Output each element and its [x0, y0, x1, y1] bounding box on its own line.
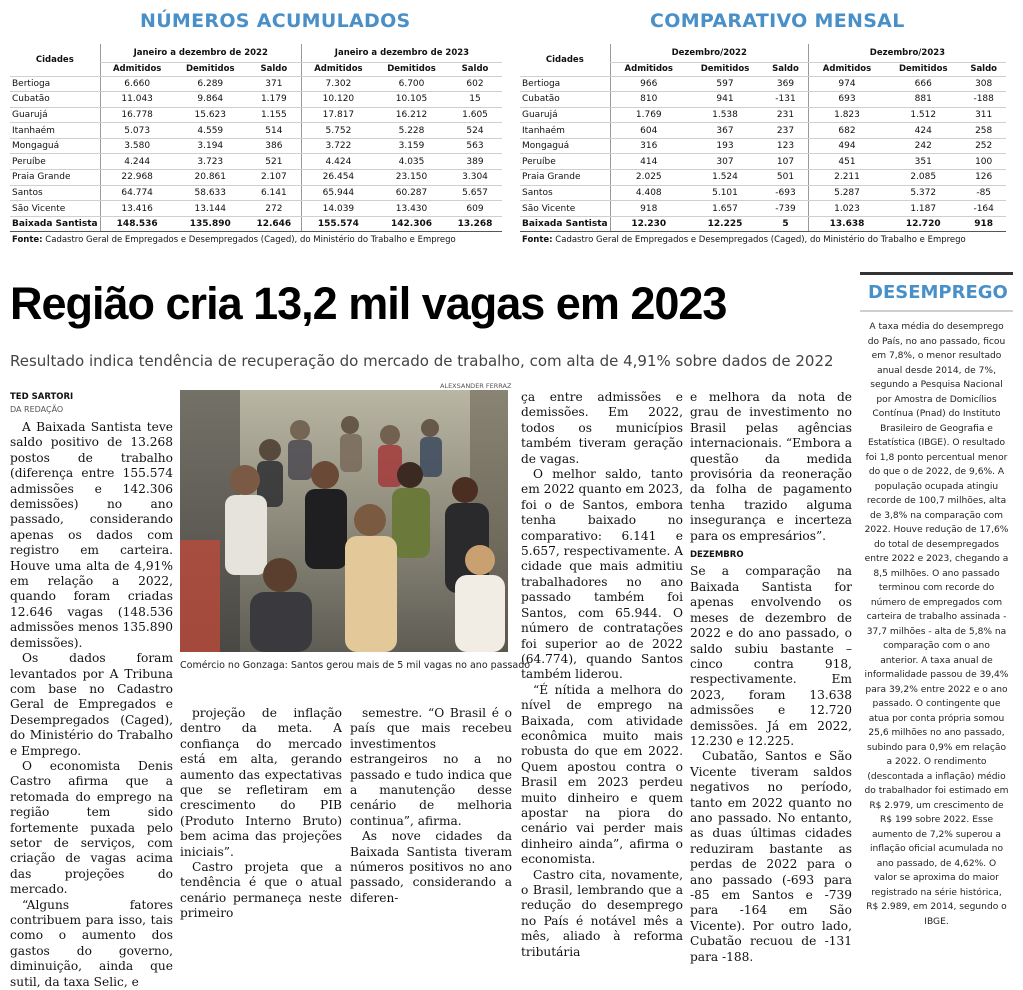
value-cell: -693	[763, 185, 808, 201]
col-header: Demitidos	[687, 62, 763, 76]
table-row	[520, 201, 1006, 217]
value-cell: 12.230	[610, 216, 687, 232]
value-cell: 242	[885, 138, 961, 154]
photo-credit: ALEXSANDER FERRAZ	[440, 382, 512, 390]
city-cell: São Vicente	[10, 201, 100, 217]
table-row	[10, 92, 502, 108]
value-cell: 3.159	[375, 138, 448, 154]
value-cell: 252	[961, 138, 1006, 154]
city-cell: Praia Grande	[10, 170, 100, 186]
col-header: Demitidos	[375, 62, 448, 76]
value-cell: 6.660	[100, 76, 174, 92]
photo-illustration	[180, 390, 508, 652]
value-cell: 316	[610, 138, 687, 154]
source-note	[10, 232, 502, 248]
city-cell: Mongaguá	[10, 138, 100, 154]
value-cell: 26.454	[301, 170, 375, 186]
value-cell: 126	[961, 170, 1006, 186]
paragraph: A Baixada Santista teve saldo positivo de 13.268 postos de trabalho (diferença entre 155.574 admissões e 142.306 demissões) no ano passado, considerando apenas os dados com registro em carteira. Houve uma alta de 4,91% em relação a 2022, quando foram criadas 12.646 vagas (148.536 admissões menos 135.890 demissões).	[10, 420, 173, 650]
value-cell: 142.306	[375, 216, 448, 232]
value-cell: 13.638	[808, 216, 885, 232]
col-header: Saldo	[247, 62, 302, 76]
sidebar-title: DESEMPREGO	[868, 282, 1008, 303]
city-cell: Bertioga	[10, 76, 100, 92]
source-label: Fonte:	[522, 234, 553, 245]
value-cell: 1.823	[808, 107, 885, 123]
value-cell: 563	[448, 138, 502, 154]
value-cell: 7.302	[301, 76, 375, 92]
value-cell: 65.944	[301, 185, 375, 201]
sidebar-divider	[860, 310, 1013, 312]
city-cell: Guarujá	[520, 107, 610, 123]
value-cell: 369	[763, 76, 808, 92]
table-row	[10, 201, 502, 217]
value-cell: -85	[961, 185, 1006, 201]
value-cell: 13.416	[100, 201, 174, 217]
source-note	[520, 232, 1006, 248]
col-header: Demitidos	[885, 62, 961, 76]
value-cell: 16.778	[100, 107, 174, 123]
table-row	[10, 138, 502, 154]
value-cell: 16.212	[375, 107, 448, 123]
section-subhead: DEZEMBRO	[690, 550, 744, 561]
value-cell: 810	[610, 92, 687, 108]
table-row	[520, 92, 1006, 108]
monthly-table	[520, 44, 1006, 248]
table-row	[520, 185, 1006, 201]
value-cell: 602	[448, 76, 502, 92]
table-row	[520, 154, 1006, 170]
value-cell: 100	[961, 154, 1006, 170]
value-cell: 17.817	[301, 107, 375, 123]
value-cell: 1.538	[687, 107, 763, 123]
col-header: Admitidos	[808, 62, 885, 76]
value-cell: 5.228	[375, 123, 448, 139]
value-cell: 22.968	[100, 170, 174, 186]
table-row	[10, 154, 502, 170]
value-cell: 1.524	[687, 170, 763, 186]
value-cell: 14.039	[301, 201, 375, 217]
value-cell: 941	[687, 92, 763, 108]
paragraph: Castro cita, novamente, o Brasil, lembrando que a redução do desemprego no País é notável mês a mês, aliado à reforma tributária	[521, 867, 683, 959]
table-row	[10, 76, 502, 92]
value-cell: 367	[687, 123, 763, 139]
value-cell: 1.657	[687, 201, 763, 217]
value-cell: 237	[763, 123, 808, 139]
value-cell: 11.043	[100, 92, 174, 108]
city-cell: Mongaguá	[520, 138, 610, 154]
value-cell: 666	[885, 76, 961, 92]
value-cell: -131	[763, 92, 808, 108]
city-cell: Santos	[520, 185, 610, 201]
value-cell: 514	[247, 123, 302, 139]
value-cell: 5	[763, 216, 808, 232]
headline: Região cria 13,2 mil vagas em 2023	[10, 278, 727, 329]
value-cell: 20.861	[174, 170, 247, 186]
value-cell: 881	[885, 92, 961, 108]
city-cell: Itanhaém	[520, 123, 610, 139]
value-cell: 494	[808, 138, 885, 154]
value-cell: 155.574	[301, 216, 375, 232]
table-row	[520, 123, 1006, 139]
value-cell: 609	[448, 201, 502, 217]
paragraph: Se a comparação na Baixada Santista for apenas envolvendo os meses de dezembro de 2022 e do ano passado, o saldo subiu bastante – cinco contra 918, respectivamente. Em 2023, foram 13.638 admissões e 12.720 demissões. Já em 2022, 12.230 e 12.225.	[690, 564, 852, 748]
value-cell: 3.304	[448, 170, 502, 186]
value-cell: 6.700	[375, 76, 448, 92]
value-cell: 15	[448, 92, 502, 108]
value-cell: 12.225	[687, 216, 763, 232]
value-cell: 5.372	[885, 185, 961, 201]
city-header: Cidades	[10, 44, 100, 76]
source-row	[10, 232, 502, 248]
value-cell: -188	[961, 92, 1006, 108]
value-cell: 521	[247, 154, 302, 170]
value-cell: 4.559	[174, 123, 247, 139]
table-total-row	[10, 216, 502, 232]
value-cell: 4.244	[100, 154, 174, 170]
value-cell: 58.633	[174, 185, 247, 201]
value-cell: 123	[763, 138, 808, 154]
city-cell: Guarujá	[10, 107, 100, 123]
value-cell: 918	[961, 216, 1006, 232]
city-cell: Itanhaém	[10, 123, 100, 139]
value-cell: 501	[763, 170, 808, 186]
column-5-part-b	[690, 564, 852, 965]
value-cell: 6.141	[247, 185, 302, 201]
city-cell: Baixada Santista	[10, 216, 100, 232]
value-cell: 1.179	[247, 92, 302, 108]
table-total-row	[520, 216, 1006, 232]
value-cell: 424	[885, 123, 961, 139]
value-cell: 5.287	[808, 185, 885, 201]
col-header: Admitidos	[100, 62, 174, 76]
value-cell: 918	[610, 201, 687, 217]
table-row	[520, 138, 1006, 154]
city-cell: Bertioga	[520, 76, 610, 92]
value-cell: 1.023	[808, 201, 885, 217]
city-cell: São Vicente	[520, 201, 610, 217]
value-cell: 311	[961, 107, 1006, 123]
photo-caption: Comércio no Gonzaga: Santos gerou mais de 5 mil vagas no ano passado	[180, 660, 531, 671]
paragraph: e melhora da nota de grau de investimento no Brasil pelas agências internacionais. “Embora a questão da medida provisória da reoneração da folha de pagamento tenha trazido alguma insegurança e incerteza para os empresários”.	[690, 390, 852, 543]
paragraph: Cubatão, Santos e São Vicente tiveram saldos negativos no período, tanto em 2022 quanto no ano passado. No entanto, as duas últimas cidades reduziram bastante as perdas de 2022 para o ano passado (-693 para -85 em Santos e -739 para -164 em São Vicente). Por outro lado, Cubatão recuou de -131 para -188.	[690, 749, 852, 964]
value-cell: 9.864	[174, 92, 247, 108]
city-cell: Cubatão	[10, 92, 100, 108]
value-cell: 604	[610, 123, 687, 139]
value-cell: 12.720	[885, 216, 961, 232]
table-row	[520, 76, 1006, 92]
column-5-part-a	[690, 390, 852, 544]
col-header: Admitidos	[610, 62, 687, 76]
value-cell: 5.657	[448, 185, 502, 201]
value-cell: 2.211	[808, 170, 885, 186]
value-cell: 231	[763, 107, 808, 123]
city-cell: Cubatão	[520, 92, 610, 108]
value-cell: 3.723	[174, 154, 247, 170]
city-cell: Baixada Santista	[520, 216, 610, 232]
paragraph: O economista Denis Castro afirma que a retomada do emprego na região tem sido fortemente puxada pelo setor de serviços, com criação de vagas acima das projeções do mercado.	[10, 758, 173, 897]
table-row	[10, 107, 502, 123]
col-header: Saldo	[763, 62, 808, 76]
value-cell: 1.155	[247, 107, 302, 123]
value-cell: 1.605	[448, 107, 502, 123]
value-cell: 3.580	[100, 138, 174, 154]
value-cell: 5.101	[687, 185, 763, 201]
table2-title: COMPARATIVO MENSAL	[650, 10, 905, 32]
table-row	[10, 185, 502, 201]
value-cell: 693	[808, 92, 885, 108]
paragraph: Castro projeta que a tendência é que o atual cenário permaneça neste primeiro	[180, 860, 342, 921]
street-crowd-photo	[180, 390, 508, 652]
value-cell: 1.512	[885, 107, 961, 123]
value-cell: 386	[247, 138, 302, 154]
table-row	[10, 170, 502, 186]
value-cell: 308	[961, 76, 1006, 92]
article-column-4	[521, 390, 683, 960]
article-column-1	[10, 420, 173, 990]
col-header: Saldo	[448, 62, 502, 76]
group-header: Dezembro/2023	[808, 44, 1006, 62]
value-cell: 682	[808, 123, 885, 139]
value-cell: 272	[247, 201, 302, 217]
value-cell: 3.722	[301, 138, 375, 154]
value-cell: 3.194	[174, 138, 247, 154]
article-column-3	[350, 706, 512, 906]
value-cell: 10.105	[375, 92, 448, 108]
value-cell: 6.289	[174, 76, 247, 92]
author-byline: TED SARTORI	[10, 392, 74, 402]
value-cell: 148.536	[100, 216, 174, 232]
value-cell: 2.107	[247, 170, 302, 186]
value-cell: 13.430	[375, 201, 448, 217]
table-row	[520, 170, 1006, 186]
desk-label: DA REDAÇÃO	[10, 405, 64, 414]
value-cell: 974	[808, 76, 885, 92]
paragraph: O melhor saldo, tanto em 2022 quanto em 2023, foi o de Santos, embora tenha baixado no comparativo: 6.141 e 5.657, respectivamente. A cidade que mais admitiu trabalhadores no ano passado também foi Santos, com 65.944. O número de contratações foi superior ao de 2022 (64.774), quando Santos também liderou.	[521, 467, 683, 682]
value-cell: 13.144	[174, 201, 247, 217]
value-cell: 60.287	[375, 185, 448, 201]
paragraph: projeção de inflação dentro da meta. A confiança do mercado está em alta, gerando aumento das expectativas que se refletiram em crescimento do PIB (Produto Interno Bruto) bem acima das projeções iniciais”.	[180, 706, 342, 859]
subheadline: Resultado indica tendência de recuperação do mercado de trabalho, com alta de 4,91% sobre dados de 2022	[10, 352, 834, 370]
value-cell: 5.752	[301, 123, 375, 139]
value-cell: 5.073	[100, 123, 174, 139]
value-cell: 64.774	[100, 185, 174, 201]
col-header: Saldo	[961, 62, 1006, 76]
table-row	[10, 123, 502, 139]
group-header: Janeiro a dezembro de 2022	[100, 44, 301, 62]
city-cell: Santos	[10, 185, 100, 201]
value-cell: 307	[687, 154, 763, 170]
city-cell: Peruíbe	[10, 154, 100, 170]
accumulated-table	[10, 44, 502, 248]
source-text: Cadastro Geral de Empregados e Desempregados (Caged), do Ministério do Trabalho e Emprego	[45, 234, 456, 245]
table-row	[520, 107, 1006, 123]
value-cell: 10.120	[301, 92, 375, 108]
source-row	[520, 232, 1006, 248]
group-header: Janeiro a dezembro de 2023	[301, 44, 502, 62]
value-cell: 4.035	[375, 154, 448, 170]
value-cell: 13.268	[448, 216, 502, 232]
value-cell: 414	[610, 154, 687, 170]
value-cell: 524	[448, 123, 502, 139]
value-cell: 135.890	[174, 216, 247, 232]
paragraph: Os dados foram levantados por A Tribuna com base no Cadastro Geral de Empregados e Desempregados (Caged), do Ministério do Trabalho e Emprego.	[10, 651, 173, 758]
unemployment-sidebar	[860, 272, 1013, 927]
sidebar-top-rule	[860, 272, 1013, 275]
value-cell: 389	[448, 154, 502, 170]
article-column-5	[690, 390, 852, 965]
value-cell: 107	[763, 154, 808, 170]
value-cell: 2.025	[610, 170, 687, 186]
value-cell: 23.150	[375, 170, 448, 186]
sidebar-body: A taxa média do desemprego do País, no ano passado, ficou em 7,8%, o menor resultado anual desde 2014, de 7%, segundo a Pesquisa Nacional por Amostra de Domicílios Contínua (Pnad) do Instituto Brasileiro de Geografia e Estatística (IBGE). O resultado foi 1,8 ponto percentual menor do que o de 2022, de 9,6%. A população ocupada atingiu recorde de 100,7 milhões, alta de 3,8% na comparação com 2022. Houve redução de 17,6% do total de desempregados entre 2022 e 2023, chegando a 8,5 milhões. O ano passado terminou com recorde do número de empregados com carteira de trabalho assinada - 37,7 milhões - alta de 5,8% na comparação com o ano anterior. A taxa anual de informalidade passou de 39,4% para 39,2% entre 2022 e o ano passado. O contingente que atua por conta própria somou 25,6 milhões no ano passado, subindo para 0,9% em relação a 2022. O rendimento (descontada a inflação) médio do trabalhador foi estimado em R$ 2.979, um crescimento de R$ 199 sobre 2022. Esse aumento de 7,2% superou a inflação oficial acumulada no ano passado, de 4,62%. O valor se aproxima do maior registrado na série histórica, R$ 2.989, em 2014, segundo o IBGE.	[864, 322, 1009, 927]
article-column-2	[180, 706, 342, 922]
source-text: Cadastro Geral de Empregados e Desempregados (Caged), do Ministério do Trabalho e Emprego	[555, 234, 966, 245]
paragraph: semestre. “O Brasil é o país que mais recebeu investimentos estrangeiros no a no passado e tudo indica que a manutenção desse cenário de melhoria continua”, afirma.	[350, 706, 512, 828]
value-cell: 451	[808, 154, 885, 170]
city-header: Cidades	[520, 44, 610, 76]
group-header: Dezembro/2022	[610, 44, 808, 62]
value-cell: 4.424	[301, 154, 375, 170]
value-cell: 258	[961, 123, 1006, 139]
city-cell: Praia Grande	[520, 170, 610, 186]
table1-title: NÚMEROS ACUMULADOS	[140, 10, 411, 32]
value-cell: -164	[961, 201, 1006, 217]
col-header: Demitidos	[174, 62, 247, 76]
value-cell: 1.769	[610, 107, 687, 123]
value-cell: 597	[687, 76, 763, 92]
value-cell: 371	[247, 76, 302, 92]
value-cell: 351	[885, 154, 961, 170]
value-cell: -739	[763, 201, 808, 217]
value-cell: 12.646	[247, 216, 302, 232]
value-cell: 1.187	[885, 201, 961, 217]
paragraph: “É nítida a melhora do nível de emprego na Baixada, com atividade econômica muito mais robusta do que em 2022. Quem apostou contra o Brasil em 2023 perdeu muito dinheiro e quem apostar na piora do cenário vai perder mais dinheiro ainda”, afirma o economista.	[521, 682, 683, 867]
value-cell: 966	[610, 76, 687, 92]
paragraph: As nove cidades da Baixada Santista tiveram números positivos no ano passado, considerando a diferen-	[350, 829, 512, 905]
value-cell: 4.408	[610, 185, 687, 201]
paragraph: “Alguns fatores contribuem para isso, tais como o aumento dos gastos do governo, diminuição, ainda que sutil, da taxa Selic, e	[10, 897, 173, 989]
value-cell: 2.085	[885, 170, 961, 186]
paragraph: ça entre admissões e demissões. Em 2022, todos os municípios também tiveram geração de vagas.	[521, 390, 683, 466]
col-header: Admitidos	[301, 62, 375, 76]
city-cell: Peruíbe	[520, 154, 610, 170]
value-cell: 15.623	[174, 107, 247, 123]
value-cell: 193	[687, 138, 763, 154]
source-label: Fonte:	[12, 234, 43, 245]
